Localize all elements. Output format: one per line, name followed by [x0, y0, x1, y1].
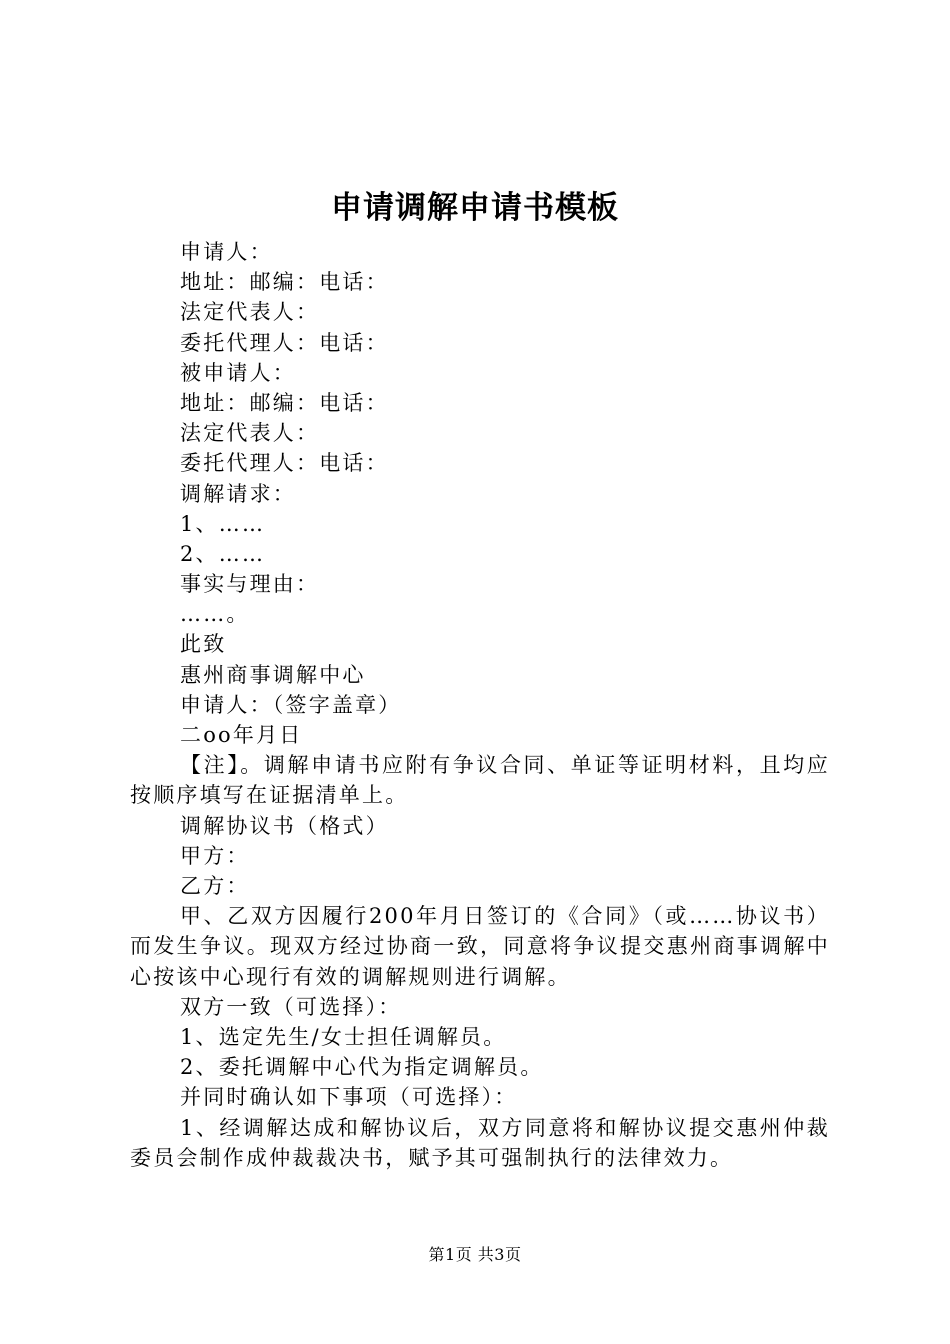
choice-item-1: 1、选定先生/女士担任调解员。: [180, 1024, 507, 1049]
party-a-line: 甲方：: [180, 843, 250, 868]
choice-heading-line: 双方一致（可选择）：: [180, 994, 402, 1019]
agreement-title-line: 调解协议书（格式）: [180, 813, 389, 838]
final-paragraph: 1、经调解达成和解协议后，双方同意将和解协议提交惠州仲裁委员会制作成仲裁裁决书，赋予其可强制执行的法律效力。: [130, 1115, 830, 1170]
agreement-paragraph: 甲、乙双方因履行200年月日签订的《合同》（或……协议书）而发生争议。现双方经过协商一致，同意将争议提交惠州商事调解中心按该中心现行有效的调解规则进行调解。: [130, 904, 830, 989]
recipient-line: 惠州商事调解中心: [180, 662, 366, 687]
document-title: 申请调解申请书模板: [331, 190, 619, 226]
choice-item-2: 2、委托调解中心代为指定调解员。: [180, 1055, 544, 1080]
respondent-legal-rep-line: 法定代表人：: [180, 421, 320, 446]
date-line: 二oo年月日: [180, 723, 303, 747]
request-item-1: 1、……: [180, 511, 266, 536]
document-body: [130, 237, 830, 1173]
facts-reasons-content: ……。: [180, 602, 250, 627]
respondent-address-line: 地址：邮编：电话：: [180, 390, 389, 415]
applicant-agent-line: 委托代理人：电话：: [180, 330, 389, 355]
facts-reasons-heading: 事实与理由：: [180, 572, 320, 597]
respondent-line: 被申请人：: [180, 360, 296, 385]
applicant-line: 申请人：: [180, 240, 273, 264]
salutation-line: 此致: [180, 632, 227, 657]
applicant-legal-rep-line: 法定代表人：: [180, 300, 320, 325]
request-item-2: 2、……: [180, 541, 266, 566]
page-footer: 第1页 共3页: [428, 1245, 522, 1264]
respondent-agent-line: 委托代理人：电话：: [180, 451, 389, 476]
confirm-heading-line: 并同时确认如下事项（可选择）：: [180, 1085, 518, 1110]
note-paragraph: 【注】。调解申请书应附有争议合同、单证等证明材料，且均应按顺序填写在证据清单上。: [130, 753, 830, 808]
mediation-request-heading: 调解请求：: [180, 481, 296, 506]
signature-line: 申请人：（签字盖章）: [180, 692, 402, 717]
party-b-line: 乙方：: [180, 873, 250, 898]
applicant-address-line: 地址：邮编：电话：: [180, 270, 389, 295]
